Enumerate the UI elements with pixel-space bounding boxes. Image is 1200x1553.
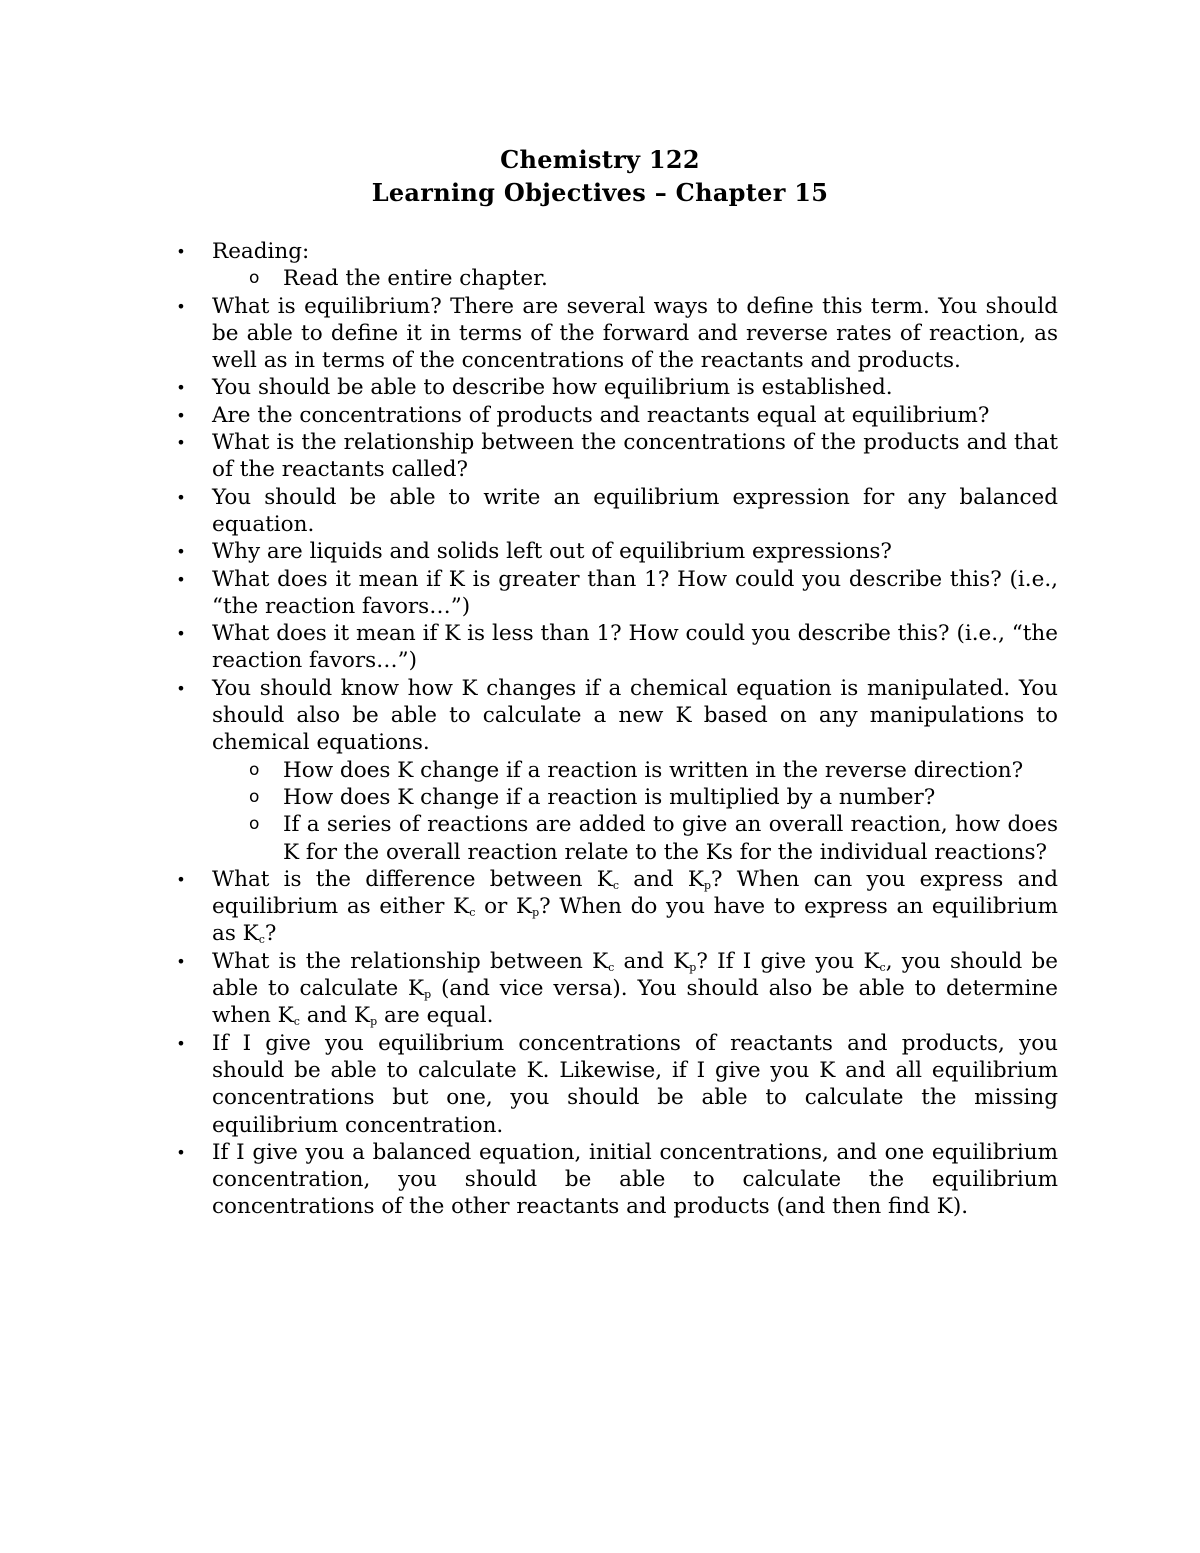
objective-item bbox=[176, 238, 1058, 293]
objective-text: Are the concentrations of products and reactants equal at equilibrium? bbox=[212, 402, 990, 428]
text-run: ? When can you express and equilibrium as either K bbox=[212, 866, 1058, 920]
sub-objective-text: How does K change if a reaction is multiplied by a number? bbox=[283, 784, 936, 810]
sub-objective-text: Read the entire chapter. bbox=[283, 266, 548, 292]
text-run: , you should be able to calculate K bbox=[212, 948, 1058, 1002]
text-run: or K bbox=[475, 894, 533, 920]
bullet-icon: • bbox=[176, 487, 186, 507]
subscript: p bbox=[370, 1015, 378, 1029]
objective-text: If I give you a balanced equation, initial concentrations, and one equilibrium concentration, you should be able to calculate the equilibrium concentrations of the other reactants and products (and then find K). bbox=[212, 1139, 1058, 1220]
objective-text bbox=[212, 866, 1058, 948]
sub-objectives-list bbox=[212, 757, 1058, 866]
bullet-icon: • bbox=[176, 951, 186, 971]
sub-objectives-list bbox=[212, 265, 1058, 292]
objective-text: You should be able to describe how equilibrium is established. bbox=[212, 375, 893, 401]
circle-bullet-icon: o bbox=[249, 814, 260, 835]
sub-objective-item bbox=[249, 757, 1058, 784]
objective-text: Why are liquids and solids left out of equilibrium expressions? bbox=[212, 539, 892, 565]
subscript: p bbox=[703, 878, 712, 892]
circle-bullet-icon: o bbox=[249, 268, 260, 289]
bullet-icon: • bbox=[176, 542, 186, 562]
sub-objective-item bbox=[249, 265, 1058, 292]
sub-objective-text: How does K change if a reaction is written in the reverse direction? bbox=[283, 757, 1024, 783]
bullet-icon: • bbox=[176, 296, 186, 316]
objective-text: You should know how K changes if a chemical equation is manipulated. You should also be able to calculate a new K based on any manipulations to chemical equations. bbox=[212, 675, 1058, 756]
subscript: c bbox=[612, 878, 620, 892]
subscript: c bbox=[258, 933, 265, 947]
objective-item bbox=[176, 484, 1058, 539]
subscript: c bbox=[293, 1015, 300, 1029]
bullet-icon: • bbox=[176, 433, 186, 453]
text-run: are equal. bbox=[377, 1003, 494, 1029]
bullet-icon: • bbox=[176, 869, 186, 889]
subscript: c bbox=[879, 960, 886, 974]
objectives-content bbox=[176, 238, 1058, 1221]
subscript: c bbox=[608, 960, 615, 974]
course-title: Chemistry 122 bbox=[500, 145, 700, 174]
bullet-icon: • bbox=[176, 569, 186, 589]
bullet-icon: • bbox=[176, 378, 186, 398]
objective-item bbox=[176, 1139, 1058, 1221]
text-run: What is the difference between K bbox=[212, 866, 613, 892]
text-run: ? bbox=[264, 921, 277, 947]
objective-item bbox=[176, 866, 1058, 948]
text-run: ? When do you have to express an equilibrium as K bbox=[212, 894, 1058, 947]
objectives-list bbox=[176, 238, 1058, 1221]
subscript: c bbox=[469, 906, 476, 920]
bullet-icon: • bbox=[176, 678, 186, 698]
objective-item bbox=[176, 374, 1058, 401]
text-run: (and vice versa). You should also be able to determine when K bbox=[212, 976, 1058, 1029]
objective-item bbox=[176, 675, 1058, 866]
objective-text: What does it mean if K is less than 1? How could you describe this? (i.e., “the reaction favors…”) bbox=[212, 621, 1058, 674]
objective-item bbox=[176, 1030, 1058, 1139]
bullet-icon: • bbox=[176, 1142, 186, 1162]
subscript: p bbox=[689, 960, 697, 974]
objective-item bbox=[176, 538, 1058, 565]
objective-text: What is equilibrium? There are several ways to define this term. You should be able to define it in terms of the forward and reverse rates of reaction, as well as in terms of the concentrations of the reactants and products. bbox=[212, 293, 1058, 374]
objective-text: What does it mean if K is greater than 1? How could you describe this? (i.e., “the reaction favors…”) bbox=[212, 566, 1058, 619]
objective-text: You should be able to write an equilibrium expression for any balanced equation. bbox=[212, 484, 1058, 537]
text-run: and K bbox=[299, 1003, 371, 1029]
sub-objective-text: If a series of reactions are added to give an overall reaction, how does K for the overall reaction relate to the Ks for the individual reactions? bbox=[283, 812, 1058, 865]
bullet-icon: • bbox=[176, 624, 186, 644]
circle-bullet-icon: o bbox=[249, 786, 260, 807]
subscript: p bbox=[532, 906, 540, 920]
objective-text: If I give you equilibrium concentrations of reactants and products, you should be able to calculate K. Likewise, if I give you K and all equilibrium concentrations but one, you should be able to calculate the missing equilibrium concentration. bbox=[212, 1030, 1058, 1138]
text-run: and K bbox=[619, 866, 704, 892]
objective-text: Reading: bbox=[212, 239, 310, 264]
objective-item bbox=[176, 429, 1058, 484]
bullet-icon: • bbox=[176, 242, 186, 261]
bullet-icon: • bbox=[176, 1033, 186, 1053]
text-run: and K bbox=[614, 948, 690, 974]
document-title bbox=[0, 143, 1200, 209]
objective-item bbox=[176, 566, 1058, 621]
subscript: p bbox=[424, 988, 432, 1002]
objective-text bbox=[212, 948, 1058, 1030]
sub-objective-item bbox=[249, 784, 1058, 811]
objective-item bbox=[176, 293, 1058, 375]
text-run: What is the relationship between K bbox=[212, 948, 609, 974]
bullet-icon: • bbox=[176, 405, 186, 425]
text-run: ? If I give you K bbox=[696, 948, 880, 974]
objective-item bbox=[176, 402, 1058, 429]
sub-objective-item bbox=[249, 811, 1058, 866]
chapter-title: Learning Objectives – Chapter 15 bbox=[371, 178, 829, 207]
objective-item bbox=[176, 948, 1058, 1030]
objective-item bbox=[176, 620, 1058, 675]
circle-bullet-icon: o bbox=[249, 759, 260, 780]
objective-text: What is the relationship between the concentrations of the products and that of the reactants called? bbox=[212, 430, 1058, 483]
